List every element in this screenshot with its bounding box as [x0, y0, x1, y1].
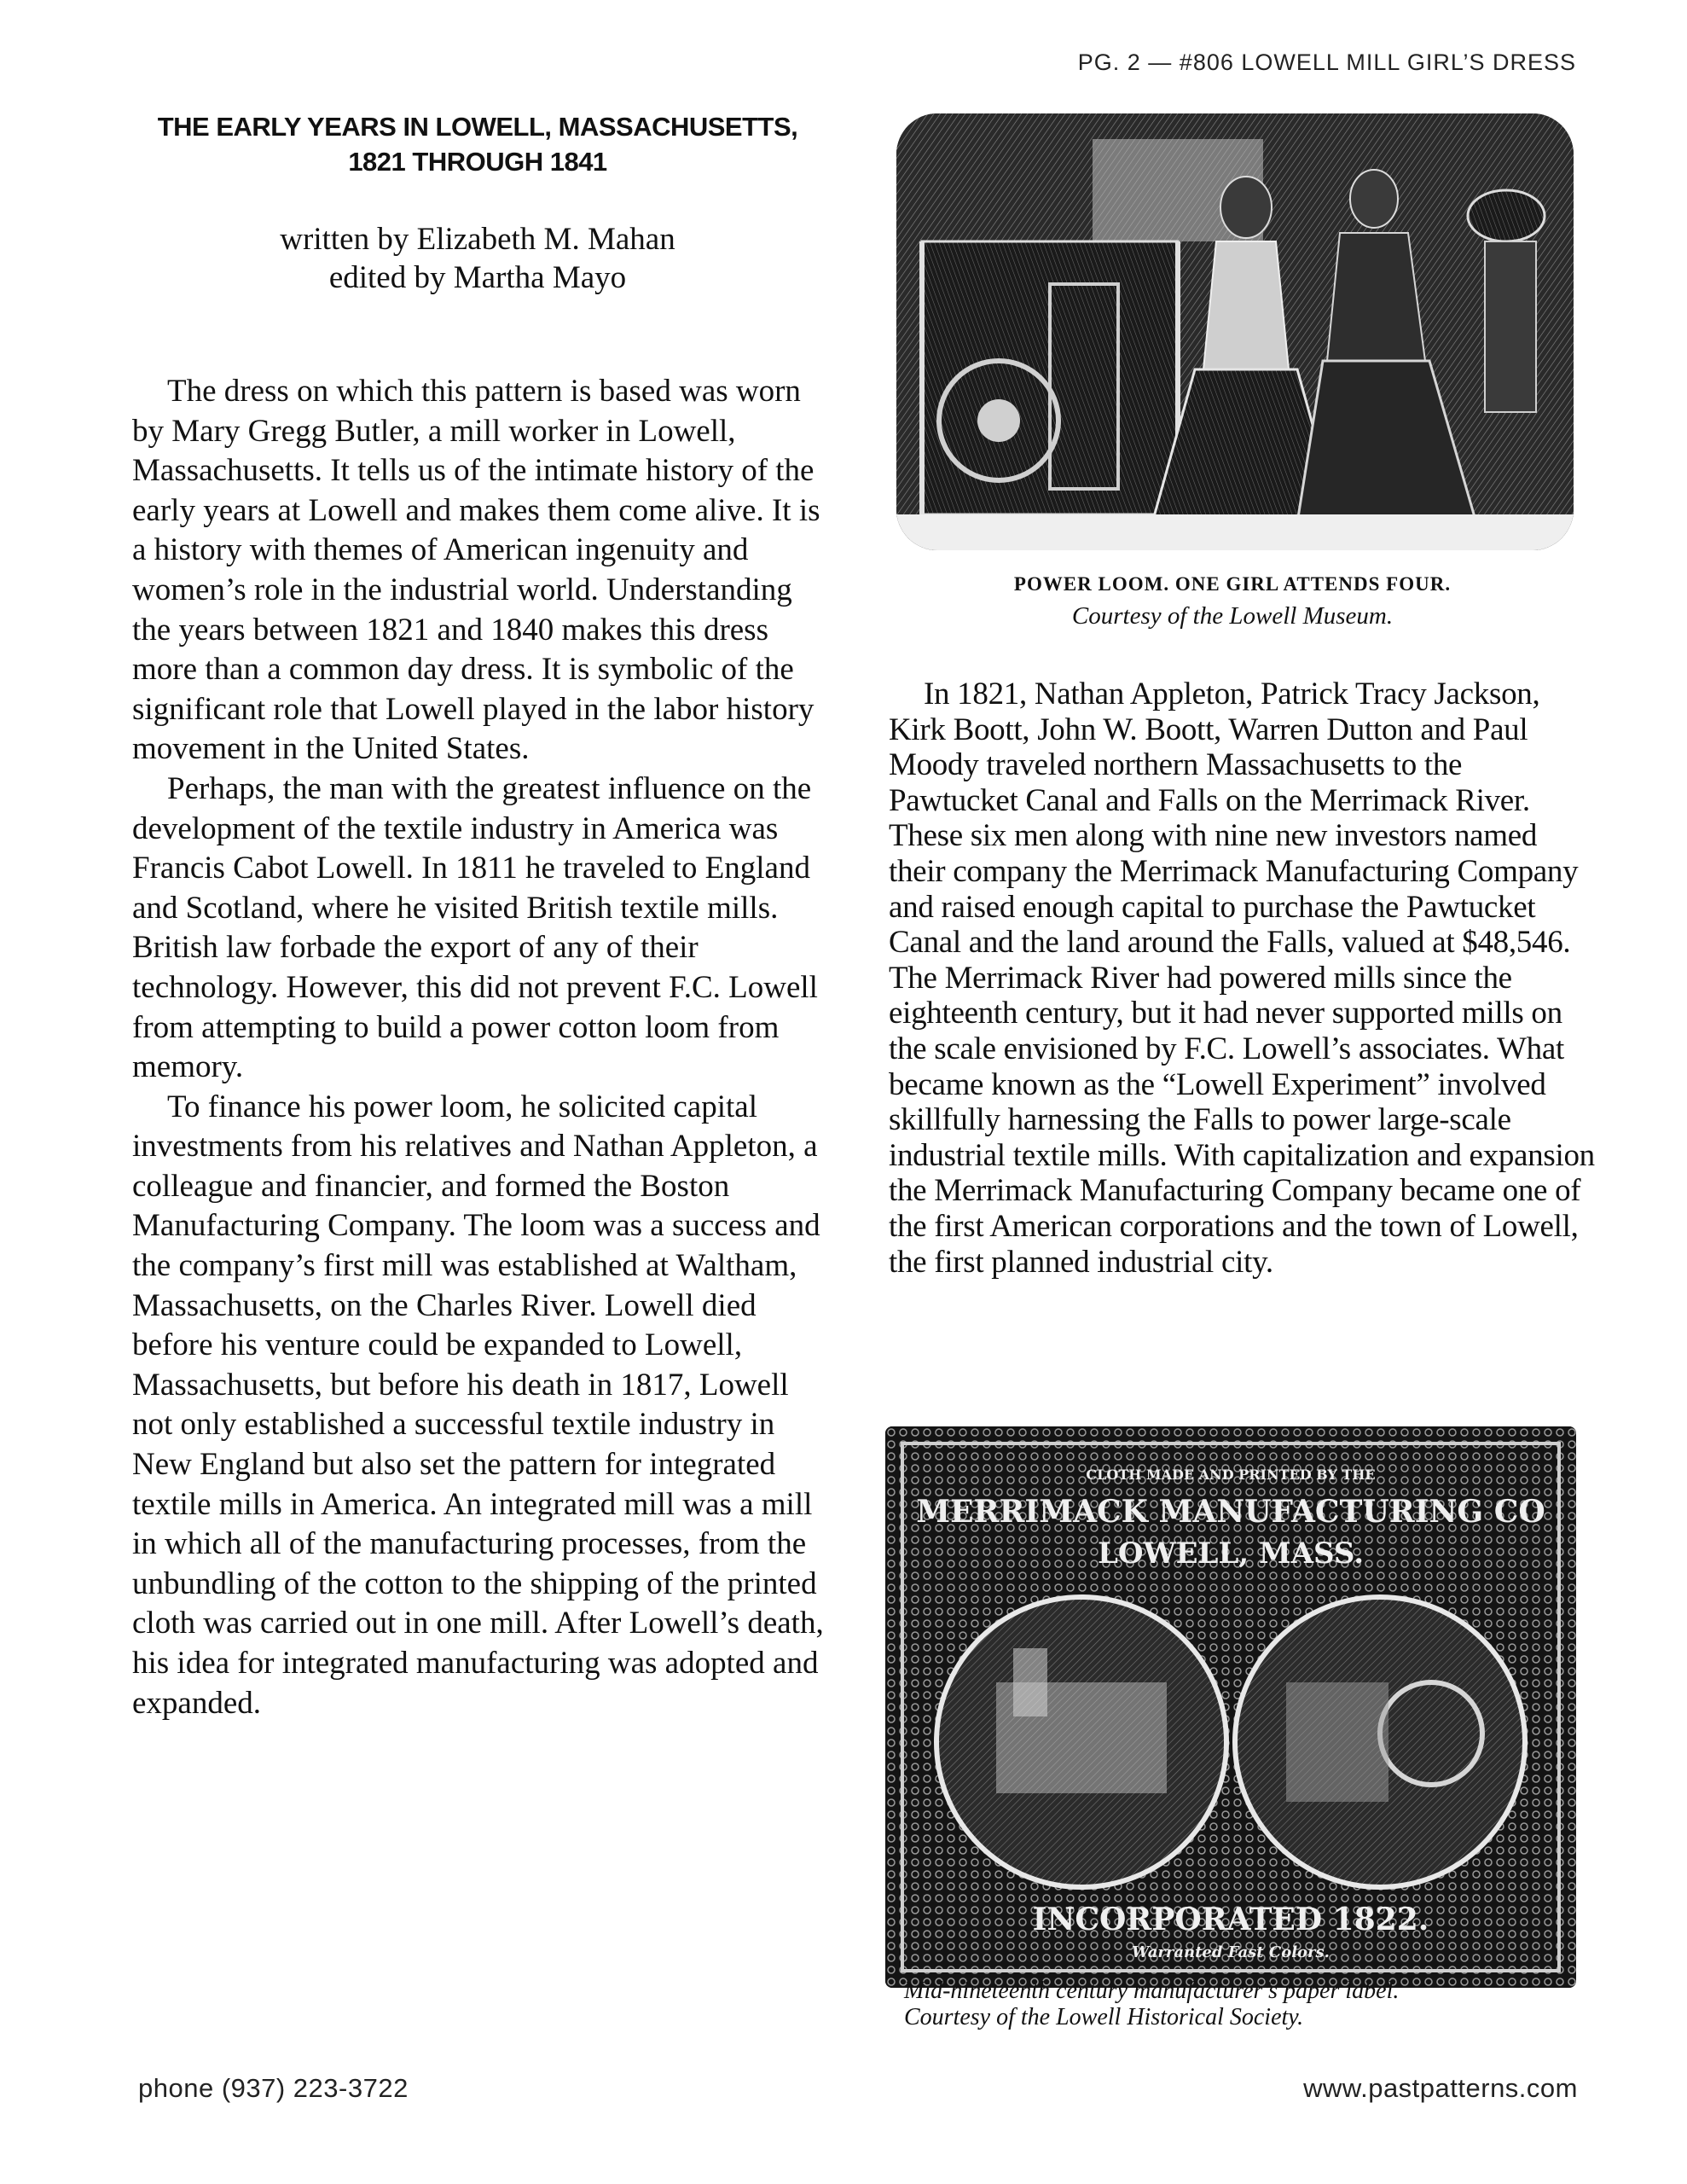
figure-1-title: POWER LOOM. ONE GIRL ATTENDS FOUR. [1013, 573, 1452, 595]
label-company-text: MERRIMACK MANUFACTURING CO [916, 1494, 1545, 1530]
paragraph: In 1821, Nathan Appleton, Patrick Tracy Jackson, Kirk Boott, John W. Boott, Warren Dutton and Paul Moody traveled northern Massachusetts to the Pawtucket Canal and Falls on the Merrimack River. These six men along with nine new investors named their company the Merrimack Manufacturing Company and raised enough capital to purchase the Pawtucket Canal and the land around the Falls, valued at $48,546. The Merrimack River had powered mills since the eighteenth century, but it had never supported mills on the scale envisioned by F.C. Lowell’s associates. What became known as the “Lowell Experiment” involved skillfully harnessing the Falls to power large-scale industrial textile mills. With capitalization and expansion the Merrimack Manufacturing Company became one of the first American corporations and the town of Lowell, the first planned industrial city. [889, 677, 1595, 1280]
power-loom-illustration [896, 113, 1574, 550]
label-warranted-text: Warranted Fast Colors. [1132, 1943, 1330, 1961]
footer-phone: phone (937) 223-3722 [138, 2073, 409, 2103]
figure-2-caption-line-2: Courtesy of the Lowell Historical Society. [904, 2004, 1304, 2030]
byline [128, 220, 827, 297]
label-city-text: LOWELL, MASS. [1097, 1536, 1365, 1571]
editor-credit: edited by Martha Mayo [328, 260, 627, 295]
merrimack-label-illustration [885, 1426, 1576, 1988]
paragraph: Perhaps, the man with the greatest influence on the development of the textile industry in America was Francis Cabot Lowell. In 1811 he traveled to England and Scotland, where he visited British textile mills. British law forbade the export of any of their technology. However, this did not prevent F.C. Lowell from attempting to build a power cotton loom from memory. [132, 770, 818, 1085]
title-line-2: 1821 THROUGH 1841 [348, 147, 607, 177]
page-header: PG. 2 — #806 LOWELL MILL GIRL’S DRESS [1077, 49, 1576, 75]
title-line-1: THE EARLY YEARS IN LOWELL, MASSACHUSETTS, [157, 112, 798, 142]
figure-1-caption [878, 573, 1586, 630]
left-column [132, 372, 832, 1723]
merrimack-paper-label [885, 1426, 1576, 1988]
figure-2-caption [904, 1978, 1586, 2030]
label-incorporated-text: INCORPORATED 1822. [1032, 1902, 1429, 1937]
label-top-text: CLOTH MADE AND PRINTED BY THE [1086, 1467, 1376, 1483]
footer-website: www.pastpatterns.com [1303, 2073, 1578, 2103]
power-loom-engraving [896, 113, 1574, 550]
article-title [128, 109, 827, 179]
paragraph: To finance his power loom, he solicited capital investments from his relatives and Nathan Appleton, a colleague and financier, and formed the Boston Manufacturing Company. The loom was a success and the company’s first mill was established at Waltham, Massachusetts, on the Charles River. Lowell died before his venture could be expanded to Lowell, Massachusetts, but before his death in 1817, Lowell not only established a successful textile industry in New England but also set the pattern for integrated textile mills in America. An integrated mill was a mill in which all of the manufacturing processes, from the unbundling of the cotton to the shipping of the printed cloth was carried out in one mill. After Lowell’s death, his idea for integrated manufacturing was adopted and expanded. [132, 1089, 824, 1721]
paragraph: The dress on which this pattern is based was worn by Mary Gregg Butler, a mill worker in Lowell, Massachusetts. It tells us of the intimate history of the early years at Lowell and makes them come alive. It is a history with themes of American ingenuity and women’s role in the industrial world. Understanding the years between 1821 and 1840 makes this dress more than a common day dress. It is symbolic of the significant role that Lowell played in the labor history movement in the United States. [132, 374, 820, 767]
figure-1-credit: Courtesy of the Lowell Museum. [1071, 602, 1394, 630]
author-credit: written by Elizabeth M. Mahan [280, 222, 675, 257]
right-column [889, 677, 1597, 1280]
figure-2-caption-line-1: Mid-nineteenth century manufacturer’s paper label. [904, 1978, 1400, 2004]
